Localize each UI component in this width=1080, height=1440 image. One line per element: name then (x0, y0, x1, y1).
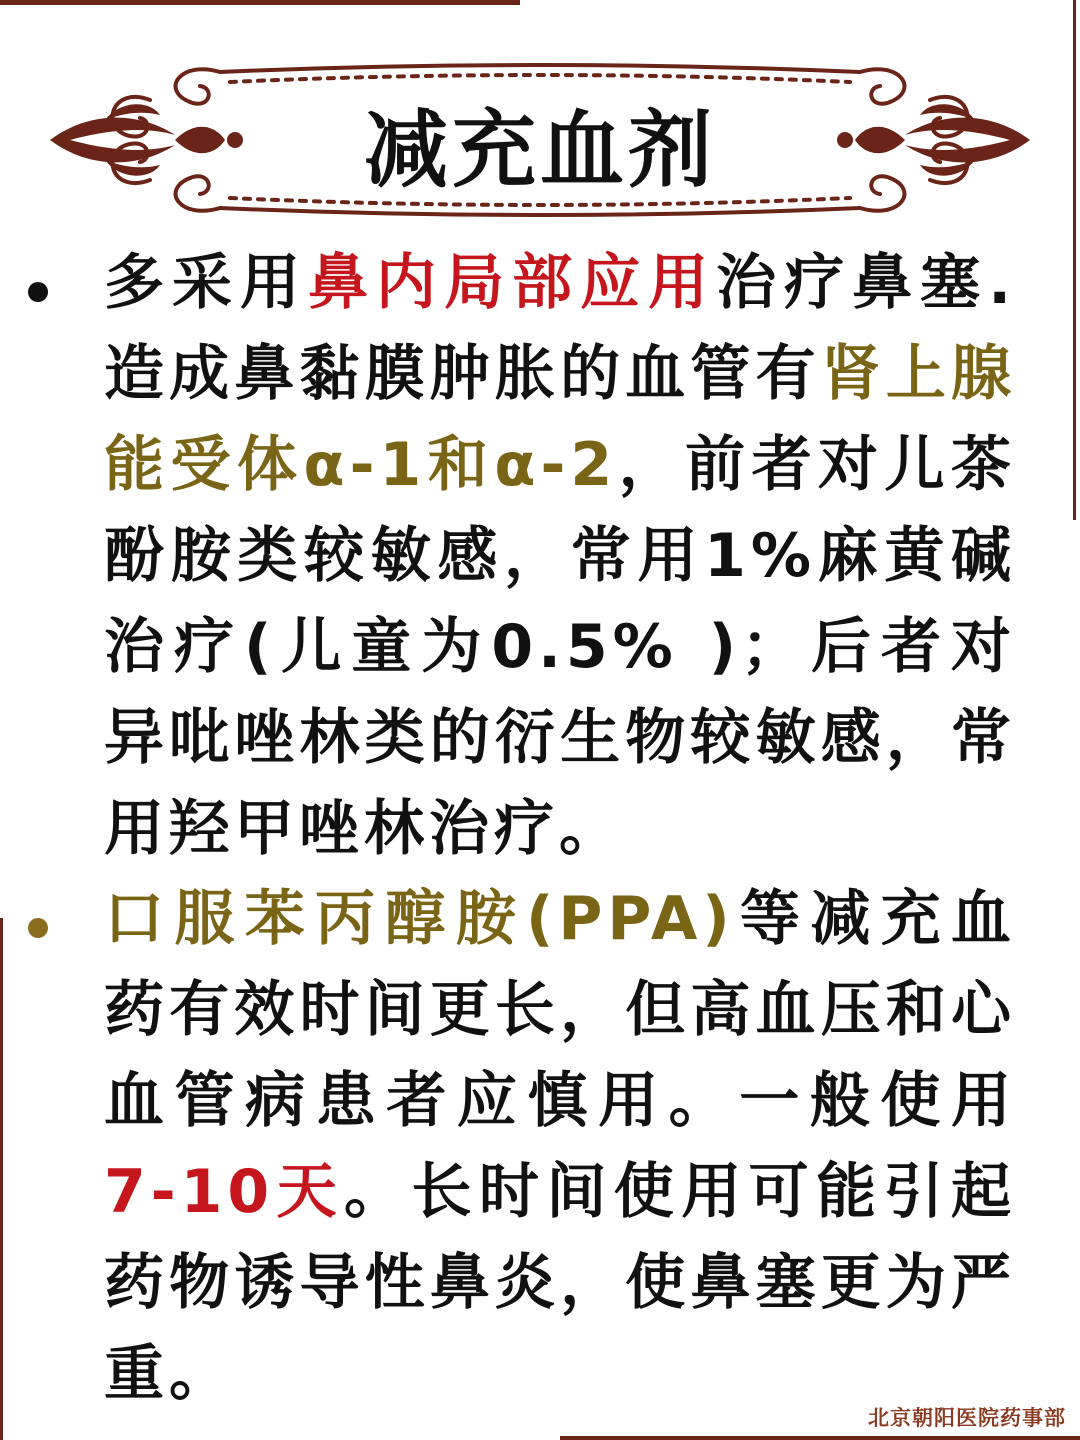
text-segment: 7-10天 (104, 1157, 345, 1227)
text-segment: 口服苯丙醇胺(PPA) (104, 884, 735, 954)
text-segment: 鼻内局部应用 (308, 248, 717, 318)
text-segment: 多采用 (104, 248, 309, 318)
bullet-paragraph-1 (104, 238, 1016, 875)
text-segment: ，前者对儿茶酚胺类较敏感，常用1%麻黄碱治疗(儿童为0.5% )；后者对异吡唑林类的衍生物较敏感，常用羟甲唑林治疗。 (104, 430, 1017, 864)
bullet-paragraph-2 (104, 874, 1016, 1420)
bullet-point-icon (28, 282, 48, 302)
text-segment: 肾上腺能受体α-1和α-2 (104, 339, 1017, 500)
frame-line-left (0, 918, 3, 1440)
frame-line-bottom (560, 1436, 1080, 1440)
bullet-point-icon (28, 918, 48, 938)
text-segment: 治疗鼻塞.造成鼻黏膜肿胀的血管有 (104, 248, 1016, 409)
page-title: 减充血剂 (363, 101, 716, 199)
text-segment: 等减充血药有效时间更长，但高血压和心血管病患者应慎用。一般使用 (104, 884, 1016, 1136)
frame-line-top (0, 0, 520, 5)
footer-credit: 北京朝阳医院药事部 (868, 1406, 1066, 1430)
text-segment: 。长时间使用可能引起药物诱导性鼻炎，使鼻塞更为严重。 (104, 1157, 1016, 1409)
